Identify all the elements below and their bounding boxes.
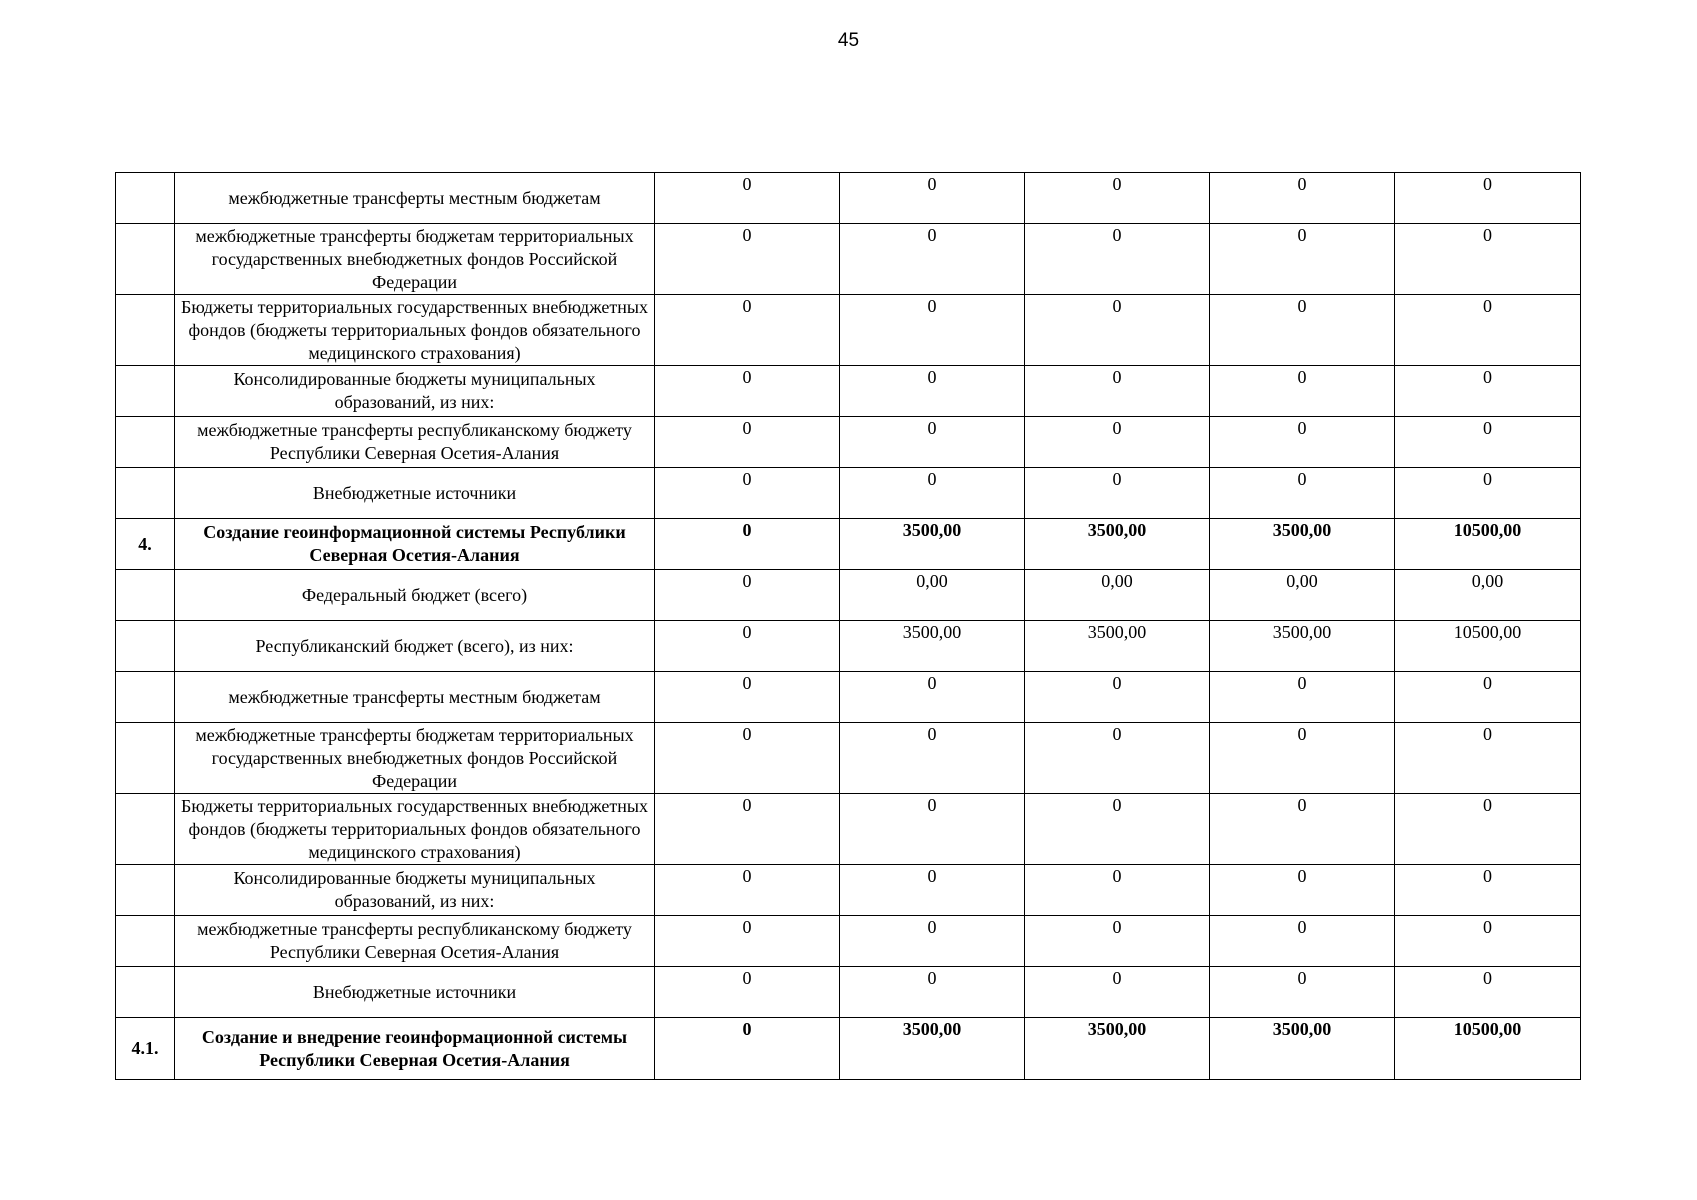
value-cell: 0 [840,295,1025,366]
row-name-cell: межбюджетные трансферты республиканскому бюджету Республики Северная Осетия-Алания [175,916,655,967]
value-cell: 3500,00 [1025,621,1210,672]
value-cell: 0 [840,417,1025,468]
row-name-cell: Создание геоинформационной системы Республики Северная Осетия-Алания [175,519,655,570]
value-cell: 10500,00 [1395,519,1581,570]
row-number-cell [116,967,175,1018]
value-cell: 0 [840,794,1025,865]
value-cell: 0 [655,295,840,366]
value-cell: 3500,00 [1210,621,1395,672]
page-number: 45 [837,30,860,51]
value-cell: 0 [1025,672,1210,723]
row-name-cell: Федеральный бюджет (всего) [175,570,655,621]
value-cell: 0 [840,916,1025,967]
value-cell: 0 [655,672,840,723]
value-cell: 0 [1395,417,1581,468]
table-row [116,417,1581,468]
row-number-cell [116,224,175,295]
value-cell: 3500,00 [1210,519,1395,570]
row-name-cell: межбюджетные трансферты бюджетам территориальных государственных внебюджетных фондов Российской Федерации [175,224,655,295]
table-row [116,570,1581,621]
value-cell: 0 [1210,468,1395,519]
value-cell: 3500,00 [1210,1018,1395,1080]
value-cell: 0 [1025,865,1210,916]
value-cell: 0 [1210,417,1395,468]
value-cell: 3500,00 [840,519,1025,570]
row-number-cell [116,621,175,672]
value-cell: 0 [840,865,1025,916]
table-row-section [116,519,1581,570]
value-cell: 0 [1210,366,1395,417]
row-number-cell: 4. [116,519,175,570]
value-cell: 0 [1025,967,1210,1018]
value-cell: 0 [655,967,840,1018]
table-row [116,916,1581,967]
value-cell: 0 [840,672,1025,723]
row-name-cell: Внебюджетные источники [175,468,655,519]
table-row [116,723,1581,794]
row-name-cell: Создание и внедрение геоинформационной системы Республики Северная Осетия-Алания [175,1018,655,1080]
value-cell: 0 [840,173,1025,224]
value-cell: 0 [1210,224,1395,295]
value-cell: 0 [655,173,840,224]
value-cell: 0 [1210,295,1395,366]
table-row [116,295,1581,366]
row-name-cell: Бюджеты территориальных государственных внебюджетных фондов (бюджеты территориальных фондов обязательного медицинского страхования) [175,295,655,366]
row-number-cell [116,173,175,224]
budget-table [115,172,1581,1080]
value-cell: 0 [655,366,840,417]
value-cell: 0 [1025,366,1210,417]
value-cell: 10500,00 [1395,621,1581,672]
value-cell: 0 [655,570,840,621]
row-number-cell [116,295,175,366]
value-cell: 0 [1025,295,1210,366]
value-cell: 0 [1210,794,1395,865]
value-cell: 0 [655,1018,840,1080]
value-cell: 0 [1395,468,1581,519]
table-row-section [116,1018,1581,1080]
row-number-cell [116,672,175,723]
row-number-cell [116,794,175,865]
row-number-cell [116,468,175,519]
value-cell: 0 [1395,723,1581,794]
value-cell: 0,00 [1395,570,1581,621]
value-cell: 0 [655,621,840,672]
value-cell: 3500,00 [840,621,1025,672]
row-name-cell: Бюджеты территориальных государственных внебюджетных фондов (бюджеты территориальных фондов обязательного медицинского страхования) [175,794,655,865]
row-number-cell [116,865,175,916]
table-row [116,468,1581,519]
value-cell: 0 [1395,967,1581,1018]
row-name-cell: Внебюджетные источники [175,967,655,1018]
row-name-cell: Консолидированные бюджеты муниципальных образований, из них: [175,366,655,417]
value-cell: 0 [1210,967,1395,1018]
value-cell: 3500,00 [1025,519,1210,570]
value-cell: 0 [1395,794,1581,865]
row-name-cell: межбюджетные трансферты местным бюджетам [175,173,655,224]
value-cell: 0,00 [840,570,1025,621]
row-number-cell [116,570,175,621]
table-row [116,173,1581,224]
row-name-cell: Консолидированные бюджеты муниципальных образований, из них: [175,865,655,916]
table-row [116,672,1581,723]
value-cell: 10500,00 [1395,1018,1581,1080]
budget-table-body [116,173,1581,1080]
table-row [116,794,1581,865]
row-name-cell: Республиканский бюджет (всего), из них: [175,621,655,672]
value-cell: 0 [840,468,1025,519]
value-cell: 0 [1025,417,1210,468]
value-cell: 3500,00 [1025,1018,1210,1080]
row-name-cell: межбюджетные трансферты республиканскому бюджету Республики Северная Осетия-Алания [175,417,655,468]
value-cell: 0 [840,224,1025,295]
row-number-cell [116,723,175,794]
value-cell: 0 [1395,224,1581,295]
row-number-cell [116,417,175,468]
value-cell: 0 [1395,295,1581,366]
row-name-cell: межбюджетные трансферты местным бюджетам [175,672,655,723]
value-cell: 0 [840,366,1025,417]
value-cell: 0 [1395,672,1581,723]
value-cell: 0 [655,417,840,468]
table-row [116,366,1581,417]
table-row [116,224,1581,295]
table-row [116,865,1581,916]
table-row [116,967,1581,1018]
value-cell: 0 [655,916,840,967]
value-cell: 0 [1210,173,1395,224]
row-name-cell: межбюджетные трансферты бюджетам территориальных государственных внебюджетных фондов Российской Федерации [175,723,655,794]
table-row [116,621,1581,672]
value-cell: 0 [1025,468,1210,519]
value-cell: 0 [655,468,840,519]
value-cell: 0 [1210,672,1395,723]
value-cell: 0 [655,794,840,865]
value-cell: 0,00 [1025,570,1210,621]
value-cell: 0 [1025,723,1210,794]
value-cell: 0 [1210,916,1395,967]
value-cell: 0 [655,723,840,794]
row-number-cell [116,366,175,417]
value-cell: 0 [1395,173,1581,224]
value-cell: 0 [840,723,1025,794]
value-cell: 0 [1395,865,1581,916]
row-number-cell [116,916,175,967]
value-cell: 0,00 [1210,570,1395,621]
value-cell: 0 [1210,723,1395,794]
value-cell: 0 [655,224,840,295]
value-cell: 0 [1025,224,1210,295]
value-cell: 0 [1025,916,1210,967]
value-cell: 0 [655,519,840,570]
value-cell: 3500,00 [840,1018,1025,1080]
value-cell: 0 [1395,916,1581,967]
value-cell: 0 [1395,366,1581,417]
value-cell: 0 [1025,173,1210,224]
row-number-cell: 4.1. [116,1018,175,1080]
value-cell: 0 [655,865,840,916]
value-cell: 0 [840,967,1025,1018]
value-cell: 0 [1025,794,1210,865]
value-cell: 0 [1210,865,1395,916]
